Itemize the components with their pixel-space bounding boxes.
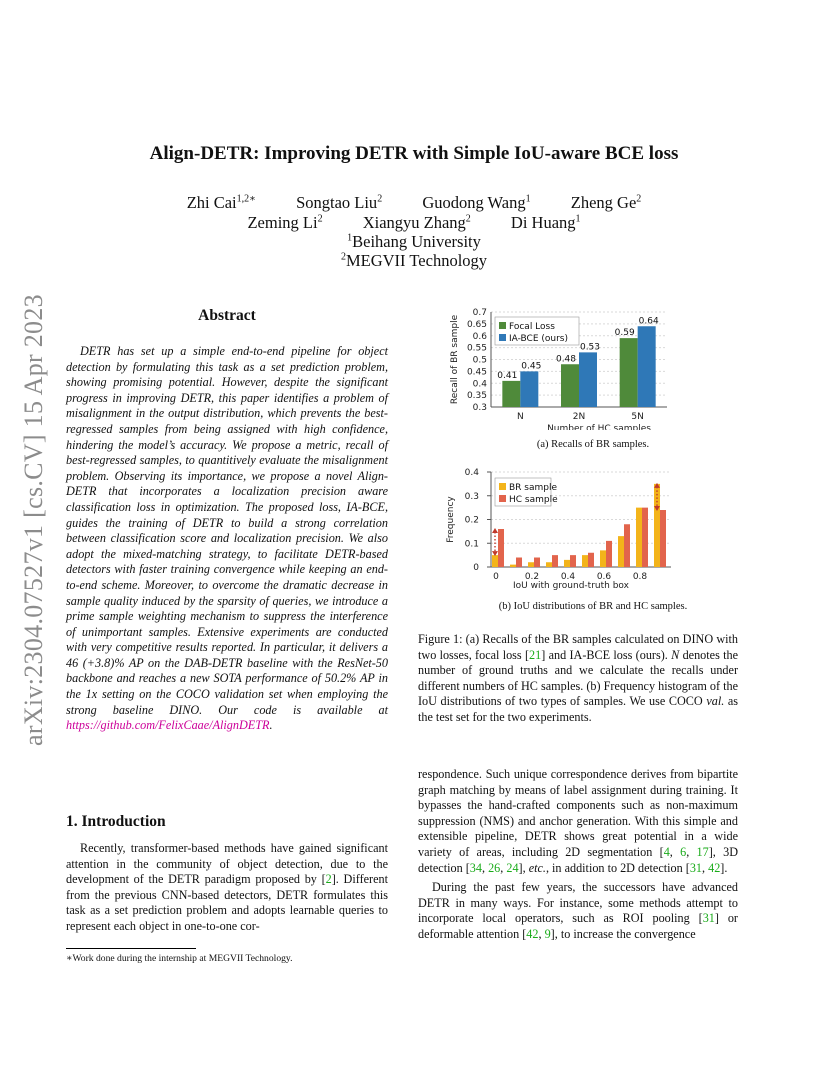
y-tick-label: 0.35 — [466, 391, 487, 402]
y-axis-label: Frequency — [446, 496, 456, 543]
histogram-bar — [498, 529, 504, 567]
text-run: ]. — [720, 860, 728, 875]
data-label: 0.48 — [555, 354, 577, 365]
x-tick-label: 0.2 — [524, 572, 540, 582]
legend-label: BR sample — [509, 483, 558, 493]
x-tick-label: 2N — [572, 412, 586, 422]
section-heading: 1. Introduction — [66, 813, 166, 830]
citation-link[interactable]: 9 — [544, 926, 551, 941]
x-tick-label: 5N — [631, 412, 644, 422]
citation-link[interactable]: 6 — [680, 844, 687, 859]
affiliation: $^1$Beihang University — [347, 232, 481, 251]
histogram-bar — [654, 484, 660, 567]
histogram-bar — [582, 555, 588, 567]
text-run: , in addition to 2D detection [ — [545, 860, 690, 875]
author-list — [0, 193, 828, 213]
text-run: ], — [518, 860, 529, 875]
text-run: , — [538, 926, 545, 941]
histogram-bar — [546, 562, 552, 567]
recall-bar-chart — [428, 300, 758, 430]
x-tick-label: 0.8 — [632, 572, 648, 582]
citation-link[interactable]: 4 — [663, 844, 670, 859]
y-tick-label: 0.4 — [464, 468, 479, 478]
figure-caption: Figure 1: (a) Recalls of the BR samples calculated on DINO with two losses, focal loss [21] and IA-BCE loss (ours). N denotes the number of ground truths and we calculate the recalls under different numbers of HC samples. (b) Frequency histogram of the IoU distributions of two types of samples. We use COCO val. as the test set for the two experiments. — [418, 632, 739, 724]
histogram-bar — [564, 560, 570, 567]
data-label: 0.45 — [521, 361, 542, 372]
bar — [620, 338, 638, 407]
citation-link[interactable]: 26 — [488, 860, 501, 875]
subcaption-b: (b) IoU distributions of BR and HC samples. — [498, 601, 688, 612]
citation-link[interactable]: 17 — [696, 844, 709, 859]
footnote-rule — [66, 948, 196, 949]
data-label: 0.41 — [497, 370, 518, 381]
legend-swatch — [499, 483, 506, 490]
y-tick-label: 0.1 — [464, 539, 479, 550]
x-tick-label: 0 — [493, 572, 499, 582]
citation-link[interactable]: 2 — [325, 872, 332, 887]
intro-paragraph: Recently, transformer-based methods have gained significant attention in the community of object detection, due to the development of the DETR paradigm proposed by [2]. Different from the previous CNN-based detectors, DETR formulates this task as a set prediction problem and adopts learnable queries to represent each object in one-to-one cor- — [66, 841, 388, 933]
text-run: ] or deformable attention [ — [418, 911, 738, 941]
x-axis-label: IoU with ground-truth box — [513, 581, 629, 591]
bar — [561, 364, 579, 407]
y-tick-label: 0 — [473, 563, 479, 573]
bar — [638, 326, 656, 407]
x-axis-label: Number of HC samples — [547, 424, 651, 430]
y-tick-label: 0.3 — [464, 491, 479, 502]
text-run: ], 3D detection [ — [418, 844, 738, 875]
author: Guodong Wang$^1$ — [422, 193, 531, 212]
legend-swatch — [499, 334, 506, 341]
bar — [520, 371, 538, 407]
arxiv-stamp — [14, 280, 54, 760]
histogram-bar — [660, 510, 666, 567]
y-tick-label: 0.6 — [472, 331, 487, 342]
text-run: ], to increase the convergence — [550, 926, 696, 941]
y-tick-label: 0.7 — [472, 308, 487, 318]
text-run: , — [702, 860, 709, 875]
histogram-bar — [492, 555, 498, 567]
x-tick-label: 0.4 — [560, 572, 576, 582]
histogram-bar — [618, 536, 624, 567]
right-column-text — [418, 767, 738, 943]
author: Xiangyu Zhang$^2$ — [362, 213, 471, 232]
text-run: , — [500, 860, 507, 875]
text-run: During the past few years, the successors have advanced DETR in many ways. For instance, some methods attempt to incorporate local operators, such as ROI pooling [ — [418, 880, 738, 926]
y-tick-label: 0.4 — [472, 379, 487, 390]
figure-1 — [428, 300, 758, 618]
x-tick-label: 0.6 — [596, 572, 612, 582]
arrow-head — [492, 528, 498, 533]
histogram-bar — [606, 541, 612, 567]
legend-label: HC sample — [509, 495, 558, 505]
author: Songtao Liu$^2$ — [296, 193, 383, 212]
histogram-bar — [624, 524, 630, 567]
citation-link[interactable]: 21 — [529, 647, 542, 662]
bar — [502, 381, 520, 407]
citation-link[interactable]: 31 — [689, 860, 702, 875]
citation-link[interactable]: 31 — [702, 911, 715, 926]
histogram-bar — [600, 550, 606, 567]
paragraph — [418, 880, 738, 942]
y-tick-label: 0.3 — [472, 403, 487, 413]
arxiv-identifier: arXiv:2304.07527v1 [cs.CV] 15 Apr 2023 — [19, 294, 48, 746]
y-tick-label: 0.45 — [466, 367, 487, 378]
author: Zeming Li$^2$ — [247, 213, 323, 232]
footnote: ∗Work done during the internship at MEGVII Technology. — [66, 953, 293, 964]
y-tick-label: 0.5 — [472, 355, 487, 366]
citation-link[interactable]: 34 — [469, 860, 482, 875]
histogram-bar — [642, 508, 648, 567]
y-tick-label: 0.55 — [466, 343, 487, 354]
legend-label: IA-BCE (ours) — [509, 334, 569, 344]
legend-label: Focal Loss — [509, 322, 555, 332]
bar — [579, 352, 597, 407]
paper-title: Align-DETR: Improving DETR with Simple IoU-aware BCE loss — [149, 143, 679, 164]
legend-swatch — [499, 495, 506, 502]
legend-swatch — [499, 322, 506, 329]
citation-link[interactable]: 42 — [708, 860, 721, 875]
histogram-bar — [552, 555, 558, 567]
text-run: , — [481, 860, 489, 875]
histogram-bar — [528, 562, 534, 567]
data-label: 0.59 — [614, 328, 635, 339]
affiliation: $^2$MEGVII Technology — [340, 251, 488, 270]
data-label: 0.53 — [579, 342, 601, 353]
citation-link[interactable]: 24 — [506, 860, 519, 875]
author: Zhi Cai$^{1,2∗}$ — [186, 193, 256, 212]
x-tick-label: N — [516, 412, 524, 422]
author: Di Huang$^1$ — [510, 213, 581, 232]
histogram-bar — [570, 555, 576, 567]
histogram-bar — [534, 558, 540, 568]
citation-link[interactable]: 42 — [526, 926, 539, 941]
abstract-text: DETR has set up a simple end-to-end pipeline for object detection by formulating this task as a set prediction problem, showing promising potential. However, despite the significant progress in improving DETR, this paper identifies a problem of misalignment in the output distribution, which prevents the best-regressed samples from being assigned with high confidence, hindering the model’s accuracy. We propose a metric, recall of best-regressed samples, to quantitively evaluate the misalignment problem. Observing its importance, we propose a novel Align-DETR that incorporates a localization precision aware classification loss in optimization. The proposed loss, IA-BCE, guides the training of DETR to build a strong correlation between classification score and localization precision. We also adopt the mixed-matching strategy, to facilitate DETR-based detectors with faster training convergence while keeping an end-to-end scheme. Moreover, to overcome the dramatic decrease in sample quality induced by the sparsity of queries, we introduce a prime sample weighting mechanism to suppress the interference of unimportant samples. Extensive experiments are conducted with very competitive results reported. In particular, it delivers a 46 (+3.8)% AP on the DAB-DETR baseline with the ResNet-50 backbone and reaches a new SOTA performance of 50.2% AP in the 1x setting on the COCO validation set when employing the strong baseline DINO. Our code is available at https://github.com/FelixCaae/AlignDETR. — [66, 344, 388, 733]
histogram-bar — [510, 565, 516, 567]
histogram-bar — [588, 553, 594, 567]
code-link[interactable]: https://github.com/FelixCaae/AlignDETR — [66, 718, 270, 733]
data-label: 0.64 — [638, 316, 659, 327]
author: Zheng Ge$^2$ — [570, 193, 642, 212]
text-run: , — [669, 844, 681, 859]
text-run: respondence. Such unique correspondence derives from bipartite graph matching by means of label assignment during training. It bypasses the hand-crafted components such as non-maximum suppression (NMS) and anchor generation. With this simple and extensible pipeline, DETR shows great potential in a wide variety of areas, including 2D segmentation [ — [418, 767, 738, 859]
histogram-bar — [636, 508, 642, 567]
histogram-bar — [516, 558, 522, 568]
y-tick-label: 0.2 — [464, 515, 479, 526]
text-run: etc. — [528, 860, 546, 875]
text-run: , — [686, 844, 697, 859]
subcaption-a: (a) Recalls of BR samples. — [536, 439, 650, 450]
y-axis-label: Recall of BR sample — [450, 314, 460, 405]
iou-histogram — [428, 462, 758, 592]
author-list — [0, 213, 828, 233]
y-tick-label: 0.65 — [466, 319, 487, 330]
abstract-heading: Abstract — [198, 307, 256, 324]
paragraph — [418, 767, 738, 876]
